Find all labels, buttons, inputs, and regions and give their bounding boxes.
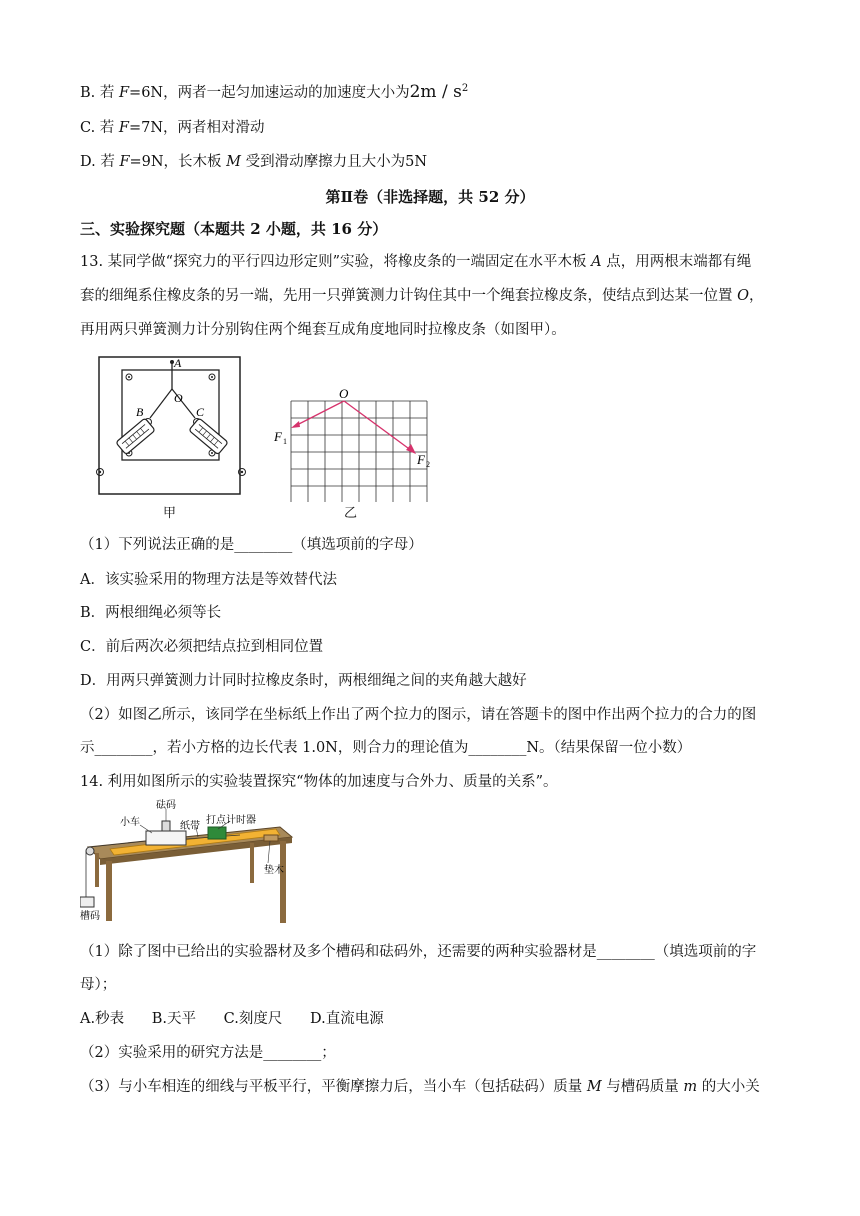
q13-part-2-line-1: （2）如图乙所示，该同学在坐标纸上作出了两个拉力的图示，请在答题卡的图中作出两个拉力的合力的图 xyxy=(80,707,757,723)
q14-part-2: （2）实验采用的研究方法是________； xyxy=(80,1045,336,1061)
label-f1-sub: 1 xyxy=(283,437,287,446)
caption-jia: 甲 xyxy=(163,506,177,521)
label-timer: 打点计时器 xyxy=(206,815,256,826)
label-tape: 纸带 xyxy=(180,821,200,832)
q13-option-d: D．用两只弹簧测力计同时拉橡皮条时，两根细绳之间的夹角越大越好 xyxy=(80,673,527,689)
option-b: B. 若 F=6N，两者一起匀加速运动的加速度大小为$2m / s^2$ xyxy=(80,81,469,102)
q13-line-3: 再用两只弹簧测力计分别钩住两个绳套互成角度地同时拉橡皮条（如图甲）。 xyxy=(80,322,566,338)
label-weight: 砝码 xyxy=(156,800,176,811)
option-d: D. 若 F=9N，长木板 M 受到滑动摩擦力且大小为5N xyxy=(80,154,428,170)
label-c: C xyxy=(196,405,205,419)
label-f2-sub: 2 xyxy=(426,460,430,469)
caption-yi: 乙 xyxy=(344,506,358,521)
q13-line-1: 13. 某同学做“探究力的平行四边形定则”实验，将橡皮条的一端固定在水平木板 A 点，用两根末端都有绳 xyxy=(80,254,752,270)
q13-part-1: （1）下列说法正确的是________（填选项前的字母） xyxy=(80,537,423,553)
q14-choices: A.秒表 B.天平 C.刻度尺 D.直流电源 xyxy=(80,1011,384,1027)
q14-line-1: 14. 利用如图所示的实验装置探究“物体的加速度与合外力、质量的关系”。 xyxy=(80,774,558,790)
figure-yi xyxy=(266,384,456,502)
figure-apparatus xyxy=(80,799,300,931)
label-f1: F xyxy=(274,429,282,444)
q13-option-b: B．两根细绳必须等长 xyxy=(80,605,222,621)
q14-part-1-line-2: 母）； xyxy=(80,977,117,993)
label-hook: 槽码 xyxy=(80,911,100,922)
option-c: C. 若 F=7N，两者相对滑动 xyxy=(80,120,265,136)
graph-paper-grid xyxy=(291,401,427,502)
label-cart: 小车 xyxy=(120,817,140,828)
figure-jia xyxy=(92,352,252,502)
label-o-yi: O xyxy=(339,386,349,401)
label-o: O xyxy=(174,391,183,405)
label-b: B xyxy=(136,405,144,419)
q13-option-c: C．前后两次必须把结点拉到相同位置 xyxy=(80,639,324,655)
label-f2: F xyxy=(417,452,425,467)
q13-line-2: 套的细绳系住橡皮条的另一端，先用一只弹簧测力计钩住其中一个绳套拉橡皮条，使结点到达某一位置 O， xyxy=(80,288,764,304)
section-3-title: 三、实验探究题（本题共 2 小题，共 16 分） xyxy=(80,220,388,238)
label-block: 垫木 xyxy=(264,865,284,876)
q13-part-2-line-2: 示________，若小方格的边长代表 1.0N，则合力的理论值为________N。（结果保留一位小数） xyxy=(80,740,692,756)
q13-option-a: A．该实验采用的物理方法是等效替代法 xyxy=(80,572,337,588)
q14-part-3: （3）与小车相连的细线与平板平行，平衡摩擦力后，当小车（包括砝码）质量 M 与槽码质量 m 的大小关 xyxy=(80,1079,760,1095)
label-a: A xyxy=(174,356,182,370)
q14-part-1-line-1: （1）除了图中已给出的实验器材及多个槽码和砝码外，还需要的两种实验器材是________（填选项前的字 xyxy=(80,944,757,960)
section-2-title: 第Ⅱ卷（非选择题，共 52 分） xyxy=(325,188,535,206)
